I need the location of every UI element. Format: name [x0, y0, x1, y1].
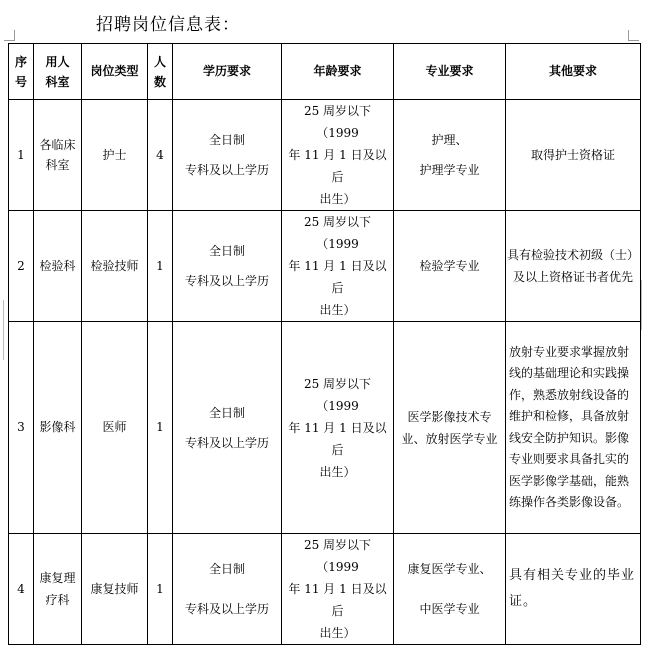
cell-other: 放射专业要求掌握放射 线的基础理论和实践操 作，熟悉放射线设备的 维护和检修，具备放射 线安全防护知识。影像 专业则要求具备扎实的 医学影像学基础，能熟 练操作各类影像设备。 [506, 322, 641, 534]
cell-edu: 全日制 专科及以上学历 [173, 100, 282, 211]
table-row [9, 211, 641, 322]
table-row [9, 100, 641, 211]
cell-edu: 全日制 专科及以上学历 [173, 534, 282, 645]
header-age: 年龄要求 [282, 44, 394, 100]
cell-edu: 全日制 专科及以上学历 [173, 211, 282, 322]
cell-major: 医学影像技术专 业、放射医学专业 [394, 322, 506, 534]
cell-major: 护理、 护理学专业 [394, 100, 506, 211]
page-edge-left [3, 300, 4, 360]
cell-seq: 1 [9, 100, 34, 211]
cell-major: 康复医学专业、 中医学专业 [394, 534, 506, 645]
header-dept: 用人 科室 [34, 44, 82, 100]
table-row [9, 322, 641, 534]
cell-other: 具有检验技术初级（士） 及以上资格证书者优先 [506, 211, 641, 322]
header-row [9, 44, 641, 100]
cell-seq: 3 [9, 322, 34, 534]
cell-other: 具有相关专业的毕业 证。 [506, 534, 641, 645]
corner-mark-left [4, 30, 15, 41]
cell-type: 护士 [82, 100, 148, 211]
cell-other: 取得护士资格证 [506, 100, 641, 211]
cell-dept: 康复理 疗科 [34, 534, 82, 645]
recruitment-table [8, 43, 641, 645]
cell-count: 1 [148, 322, 173, 534]
cell-seq: 4 [9, 534, 34, 645]
cell-edu: 全日制 专科及以上学历 [173, 322, 282, 534]
cell-dept: 检验科 [34, 211, 82, 322]
cell-age: 25 周岁以下（1999 年 11 月 1 日及以后 出生） [282, 100, 394, 211]
cell-age: 25 周岁以下（1999 年 11 月 1 日及以后 出生） [282, 211, 394, 322]
cell-age: 25 周岁以下（1999 年 11 月 1 日及以后 出生） [282, 534, 394, 645]
header-count: 人 数 [148, 44, 173, 100]
header-seq: 序 号 [9, 44, 34, 100]
header-other: 其他要求 [506, 44, 641, 100]
corner-mark-right [628, 30, 639, 41]
cell-type: 检验技师 [82, 211, 148, 322]
page-edge-right [641, 280, 642, 330]
cell-count: 1 [148, 211, 173, 322]
cell-count: 1 [148, 534, 173, 645]
table-row [9, 534, 641, 645]
page-title: 招聘岗位信息表： [96, 15, 240, 35]
cell-dept: 影像科 [34, 322, 82, 534]
header-major: 专业要求 [394, 44, 506, 100]
cell-dept: 各临床 科室 [34, 100, 82, 211]
cell-major: 检验学专业 [394, 211, 506, 322]
cell-type: 医师 [82, 322, 148, 534]
cell-seq: 2 [9, 211, 34, 322]
header-type: 岗位类型 [82, 44, 148, 100]
cell-age: 25 周岁以下（1999 年 11 月 1 日及以后 出生） [282, 322, 394, 534]
cell-type: 康复技师 [82, 534, 148, 645]
cell-count: 4 [148, 100, 173, 211]
header-edu: 学历要求 [173, 44, 282, 100]
